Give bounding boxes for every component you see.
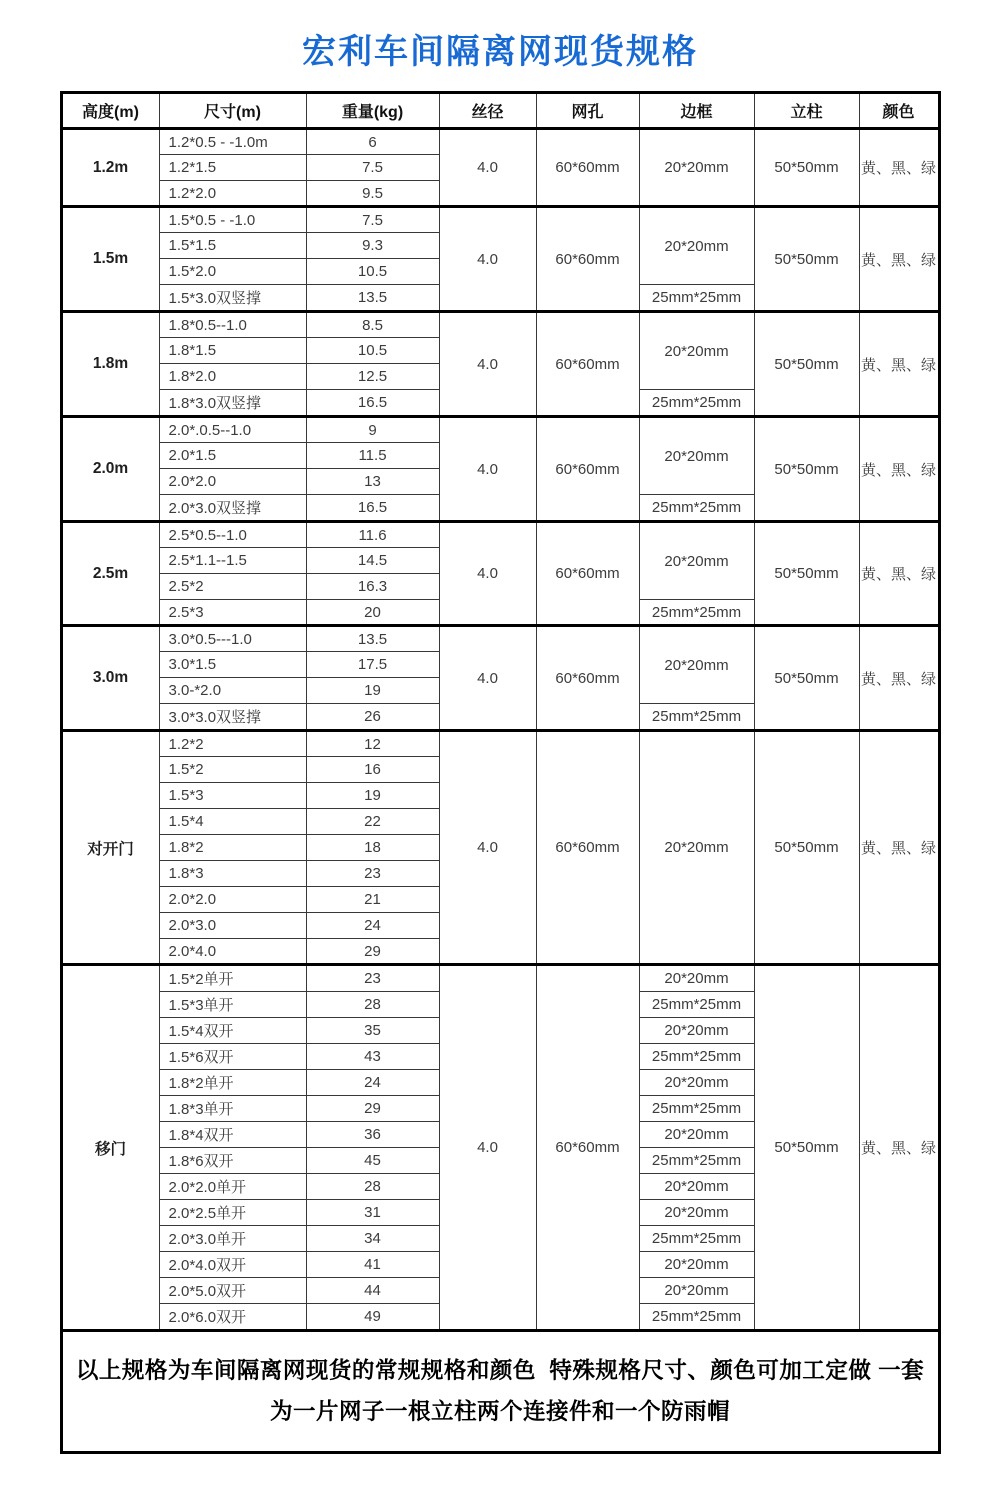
frame-size-cell: 20*20mm xyxy=(639,1252,754,1278)
weight-cell: 36 xyxy=(306,1122,439,1148)
post-size-cell: 50*50mm xyxy=(754,626,859,731)
spec-row xyxy=(61,312,939,338)
wire-diameter-cell: 4.0 xyxy=(439,312,536,417)
size-cell: 1.2*2.0 xyxy=(159,181,306,207)
mesh-size-cell: 60*60mm xyxy=(536,731,639,965)
frame-size-cell: 25mm*25mm xyxy=(639,1304,754,1331)
mesh-size-cell: 60*60mm xyxy=(536,965,639,1331)
weight-cell: 35 xyxy=(306,1018,439,1044)
header-row xyxy=(61,93,939,129)
weight-cell: 49 xyxy=(306,1304,439,1331)
weight-cell: 26 xyxy=(306,704,439,731)
spec-row xyxy=(61,965,939,992)
size-cell: 1.5*4双开 xyxy=(159,1018,306,1044)
size-cell: 2.0*2.5单开 xyxy=(159,1200,306,1226)
frame-size-cell: 25mm*25mm xyxy=(639,495,754,522)
mesh-size-cell: 60*60mm xyxy=(536,207,639,312)
size-cell: 2.0*2.0单开 xyxy=(159,1174,306,1200)
weight-cell: 17.5 xyxy=(306,652,439,678)
weight-cell: 18 xyxy=(306,835,439,861)
weight-cell: 7.5 xyxy=(306,207,439,233)
color-options-cell: 黄、黑、绿 xyxy=(859,417,939,522)
size-cell: 1.8*0.5--1.0 xyxy=(159,312,306,338)
weight-cell: 21 xyxy=(306,887,439,913)
mesh-size-cell: 60*60mm xyxy=(536,312,639,417)
weight-cell: 12.5 xyxy=(306,364,439,390)
page-title: 宏利车间隔离网现货规格 xyxy=(302,33,698,71)
weight-cell: 19 xyxy=(306,783,439,809)
spec-table-footer xyxy=(61,1331,939,1453)
post-size-cell: 50*50mm xyxy=(754,965,859,1331)
size-cell: 1.5*2.0 xyxy=(159,259,306,285)
spec-row xyxy=(61,129,939,155)
size-cell: 1.5*2 xyxy=(159,757,306,783)
weight-cell: 45 xyxy=(306,1148,439,1174)
weight-cell: 12 xyxy=(306,731,439,757)
weight-cell: 7.5 xyxy=(306,155,439,181)
height-group-label: 2.5m xyxy=(61,522,159,626)
size-cell: 1.2*2 xyxy=(159,731,306,757)
frame-size-cell: 20*20mm xyxy=(639,626,754,704)
spec-table xyxy=(60,91,941,1454)
frame-size-cell: 25mm*25mm xyxy=(639,992,754,1018)
mesh-size-cell: 60*60mm xyxy=(536,129,639,207)
weight-cell: 28 xyxy=(306,992,439,1018)
frame-size-cell: 25mm*25mm xyxy=(639,1226,754,1252)
color-options-cell: 黄、黑、绿 xyxy=(859,129,939,207)
header-post: 立柱 xyxy=(754,93,859,129)
weight-cell: 41 xyxy=(306,1252,439,1278)
size-cell: 1.5*3单开 xyxy=(159,992,306,1018)
weight-cell: 16.5 xyxy=(306,390,439,417)
size-cell: 2.0*3.0双竖撑 xyxy=(159,495,306,522)
size-cell: 1.8*4双开 xyxy=(159,1122,306,1148)
weight-cell: 22 xyxy=(306,809,439,835)
frame-size-cell: 20*20mm xyxy=(639,312,754,390)
size-cell: 2.5*1.1--1.5 xyxy=(159,548,306,574)
wire-diameter-cell: 4.0 xyxy=(439,129,536,207)
frame-size-cell: 25mm*25mm xyxy=(639,285,754,312)
spec-table-header xyxy=(61,93,939,129)
weight-cell: 24 xyxy=(306,1070,439,1096)
size-cell: 2.0*3.0单开 xyxy=(159,1226,306,1252)
frame-size-cell: 25mm*25mm xyxy=(639,1096,754,1122)
post-size-cell: 50*50mm xyxy=(754,522,859,626)
weight-cell: 16 xyxy=(306,757,439,783)
spec-row xyxy=(61,207,939,233)
weight-cell: 9 xyxy=(306,417,439,443)
color-options-cell: 黄、黑、绿 xyxy=(859,731,939,965)
color-options-cell: 黄、黑、绿 xyxy=(859,207,939,312)
note-row xyxy=(61,1331,939,1453)
weight-cell: 13.5 xyxy=(306,626,439,652)
size-cell: 1.8*3单开 xyxy=(159,1096,306,1122)
weight-cell: 10.5 xyxy=(306,259,439,285)
frame-size-cell: 25mm*25mm xyxy=(639,1044,754,1070)
wire-diameter-cell: 4.0 xyxy=(439,965,536,1331)
weight-cell: 13.5 xyxy=(306,285,439,312)
color-options-cell: 黄、黑、绿 xyxy=(859,312,939,417)
header-mesh: 网孔 xyxy=(536,93,639,129)
spec-table-body xyxy=(61,129,939,1331)
frame-size-cell: 20*20mm xyxy=(639,522,754,600)
frame-size-cell: 25mm*25mm xyxy=(639,390,754,417)
color-options-cell: 黄、黑、绿 xyxy=(859,626,939,731)
size-cell: 1.8*3 xyxy=(159,861,306,887)
size-cell: 1.8*1.5 xyxy=(159,338,306,364)
header-size: 尺寸(m) xyxy=(159,93,306,129)
weight-cell: 6 xyxy=(306,129,439,155)
size-cell: 1.5*0.5 - -1.0 xyxy=(159,207,306,233)
size-cell: 2.5*3 xyxy=(159,600,306,626)
height-group-label: 1.5m xyxy=(61,207,159,312)
size-cell: 3.0*1.5 xyxy=(159,652,306,678)
weight-cell: 23 xyxy=(306,861,439,887)
weight-cell: 11.6 xyxy=(306,522,439,548)
frame-size-cell: 25mm*25mm xyxy=(639,704,754,731)
weight-cell: 34 xyxy=(306,1226,439,1252)
post-size-cell: 50*50mm xyxy=(754,731,859,965)
header-weight: 重量(kg) xyxy=(306,93,439,129)
size-cell: 1.8*2 xyxy=(159,835,306,861)
size-cell: 2.0*.0.5--1.0 xyxy=(159,417,306,443)
frame-size-cell: 20*20mm xyxy=(639,731,754,965)
post-size-cell: 50*50mm xyxy=(754,417,859,522)
height-group-label: 1.8m xyxy=(61,312,159,417)
weight-cell: 13 xyxy=(306,469,439,495)
wire-diameter-cell: 4.0 xyxy=(439,731,536,965)
size-cell: 1.5*3.0双竖撑 xyxy=(159,285,306,312)
weight-cell: 9.5 xyxy=(306,181,439,207)
header-frame: 边框 xyxy=(639,93,754,129)
note-line-1: 以上规格为车间隔离网现货的常规规格和颜色 特殊规格尺寸、颜色可加工定做 一套 xyxy=(75,1358,925,1383)
size-cell: 2.0*3.0 xyxy=(159,913,306,939)
weight-cell: 8.5 xyxy=(306,312,439,338)
size-cell: 1.8*2单开 xyxy=(159,1070,306,1096)
height-group-label: 3.0m xyxy=(61,626,159,731)
weight-cell: 16.5 xyxy=(306,495,439,522)
header-color: 颜色 xyxy=(859,93,939,129)
color-options-cell: 黄、黑、绿 xyxy=(859,522,939,626)
size-cell: 2.0*6.0双开 xyxy=(159,1304,306,1331)
frame-size-cell: 20*20mm xyxy=(639,1174,754,1200)
weight-cell: 28 xyxy=(306,1174,439,1200)
frame-size-cell: 20*20mm xyxy=(639,1018,754,1044)
weight-cell: 43 xyxy=(306,1044,439,1070)
header-wire-diameter: 丝径 xyxy=(439,93,536,129)
height-group-label: 移门 xyxy=(61,965,159,1331)
note-line-2: 为一片网子一根立柱两个连接件和一个防雨帽 xyxy=(269,1398,730,1424)
weight-cell: 11.5 xyxy=(306,443,439,469)
size-cell: 1.5*4 xyxy=(159,809,306,835)
weight-cell: 10.5 xyxy=(306,338,439,364)
weight-cell: 16.3 xyxy=(306,574,439,600)
post-size-cell: 50*50mm xyxy=(754,207,859,312)
size-cell: 1.5*2单开 xyxy=(159,965,306,992)
wire-diameter-cell: 4.0 xyxy=(439,626,536,731)
spec-row xyxy=(61,522,939,548)
frame-size-cell: 25mm*25mm xyxy=(639,1148,754,1174)
size-cell: 2.0*4.0 xyxy=(159,939,306,965)
size-cell: 2.5*2 xyxy=(159,574,306,600)
weight-cell: 20 xyxy=(306,600,439,626)
color-options-cell: 黄、黑、绿 xyxy=(859,965,939,1331)
frame-size-cell: 20*20mm xyxy=(639,1122,754,1148)
size-cell: 1.8*6双开 xyxy=(159,1148,306,1174)
size-cell: 1.5*6双开 xyxy=(159,1044,306,1070)
size-cell: 2.0*2.0 xyxy=(159,469,306,495)
weight-cell: 31 xyxy=(306,1200,439,1226)
weight-cell: 29 xyxy=(306,1096,439,1122)
size-cell: 2.0*5.0双开 xyxy=(159,1278,306,1304)
weight-cell: 24 xyxy=(306,913,439,939)
spec-row xyxy=(61,626,939,652)
header-height: 高度(m) xyxy=(61,93,159,129)
spec-row xyxy=(61,417,939,443)
wire-diameter-cell: 4.0 xyxy=(439,417,536,522)
post-size-cell: 50*50mm xyxy=(754,312,859,417)
frame-size-cell: 20*20mm xyxy=(639,1200,754,1226)
frame-size-cell: 20*20mm xyxy=(639,965,754,992)
size-cell: 3.0-*2.0 xyxy=(159,678,306,704)
frame-size-cell: 20*20mm xyxy=(639,129,754,207)
size-cell: 2.0*2.0 xyxy=(159,887,306,913)
size-cell: 2.0*1.5 xyxy=(159,443,306,469)
height-group-label: 2.0m xyxy=(61,417,159,522)
mesh-size-cell: 60*60mm xyxy=(536,626,639,731)
weight-cell: 29 xyxy=(306,939,439,965)
size-cell: 1.5*1.5 xyxy=(159,233,306,259)
weight-cell: 23 xyxy=(306,965,439,992)
frame-size-cell: 20*20mm xyxy=(639,1070,754,1096)
wire-diameter-cell: 4.0 xyxy=(439,207,536,312)
size-cell: 2.0*4.0双开 xyxy=(159,1252,306,1278)
frame-size-cell: 20*20mm xyxy=(639,417,754,495)
height-group-label: 对开门 xyxy=(61,731,159,965)
spec-row xyxy=(61,731,939,757)
weight-cell: 19 xyxy=(306,678,439,704)
mesh-size-cell: 60*60mm xyxy=(536,417,639,522)
wire-diameter-cell: 4.0 xyxy=(439,522,536,626)
size-cell: 3.0*0.5---1.0 xyxy=(159,626,306,652)
note-cell xyxy=(61,1331,939,1453)
size-cell: 1.2*0.5 - -1.0m xyxy=(159,129,306,155)
size-cell: 2.5*0.5--1.0 xyxy=(159,522,306,548)
mesh-size-cell: 60*60mm xyxy=(536,522,639,626)
size-cell: 1.8*2.0 xyxy=(159,364,306,390)
frame-size-cell: 25mm*25mm xyxy=(639,600,754,626)
height-group-label: 1.2m xyxy=(61,129,159,207)
weight-cell: 44 xyxy=(306,1278,439,1304)
size-cell: 1.8*3.0双竖撑 xyxy=(159,390,306,417)
size-cell: 1.5*3 xyxy=(159,783,306,809)
post-size-cell: 50*50mm xyxy=(754,129,859,207)
size-cell: 3.0*3.0双竖撑 xyxy=(159,704,306,731)
size-cell: 1.2*1.5 xyxy=(159,155,306,181)
weight-cell: 9.3 xyxy=(306,233,439,259)
frame-size-cell: 20*20mm xyxy=(639,207,754,285)
frame-size-cell: 20*20mm xyxy=(639,1278,754,1304)
weight-cell: 14.5 xyxy=(306,548,439,574)
